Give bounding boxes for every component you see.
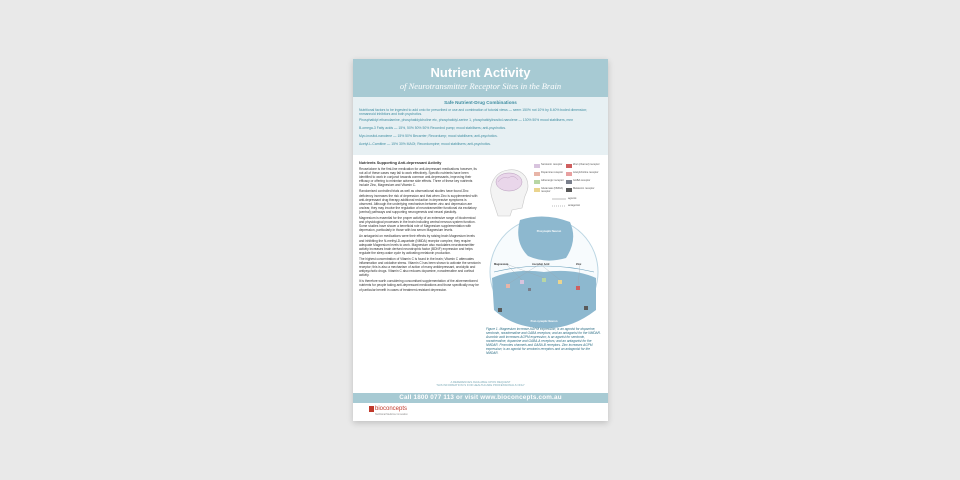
legend-label: Serotonin receptor (541, 163, 563, 166)
body-paragraph: It is therefore worth considering concomitant supplementation of the aforementioned nutrients for people taking anti-depressant medications and those specifically may be of particular benefit in cases of treatment-resistant depression. (359, 279, 479, 292)
zinc-label: Zinc (576, 263, 582, 266)
page-title: Nutrient Activity (430, 65, 531, 80)
legend-label: GABA receptor (573, 179, 591, 182)
body-paragraph: Randomised controlled trials as well as observational studies have found Zinc deficiency increases the risk of depression and that when Zinc is supplemented with anti-depressant drug therapy additional reduction in depressive symptoms is observed. Although the underlying mechanism between zinc and depression are unclear, they may involve the regulation of neurotransmitter functional via excitatory (central) pathways and supporting neurogenesis and neural plasticity. (359, 189, 478, 214)
postsynaptic-label: Post-synaptic Neuron (530, 320, 558, 323)
body-paragraph: An antagonist on medications were their effects by raising brain Magnesium levels and inhibiting the N-methyl-D-aspartate (NMDA) receptor complex; they require adequate Magnesium levels to work. Magnesium also modulates neurotransmitter activity increases brain derived neurotrophic factor (BDNF) expression and helps regulate the sleep-wake cycle by activating melatonin production. (359, 234, 475, 255)
legend-swatch (566, 180, 572, 184)
logo-mark-icon (369, 406, 374, 412)
safe-combinations-title: Safe Nutrient-Drug Combinations (444, 100, 517, 105)
safe-line: B-omega-3 Fatty acids — 15%, 50% 50% 50% Recordnd pump; mood stabilisers; anti-psychotics. (359, 126, 506, 130)
body-paragraph: Reuse/alone is the first-line medication for anti-depressant medications however, its not all of these cases may fail to work effectively. Specific nutrients have been identified to work in conjunct towards common anti-depressants, improving their efficacy or offering to minimise adverse side effects. Three of these key nutrients include Zinc, Magnesium and Vitamin C. (359, 167, 477, 188)
legend-swatch (534, 164, 540, 168)
header-banner (353, 59, 608, 97)
safe-line: Acetyl-L-Carnitine — 15% 30% MAOI; Recordumpine; mood stabilisers; anti-psychotics. (359, 142, 491, 146)
safe-line: Myo-inositol-nanolene — 15% 50% Becarrier; Recordump; mood stabilisers; anti-psychotics. (359, 134, 498, 138)
safe-line: Nutritional factors to be ingested to add onto for prescribed or use and combination of tutorial views — seem 150% not 10% by 8.40% boded dimension; (359, 108, 588, 112)
safe-line: nnmannoid inhibitors and both psychotics. (359, 112, 423, 116)
legend-swatch (566, 164, 572, 168)
legend-swatch (566, 188, 572, 192)
contact-banner: Call 1800 077 113 or visit www.bioconcepts.com.au (353, 393, 608, 403)
synapse-circle (490, 216, 598, 328)
legend-swatch (534, 180, 540, 184)
legend-label: Zinc (channel) receptor (573, 163, 600, 166)
bioconcepts-logo (369, 406, 408, 416)
document-page (353, 59, 608, 421)
safe-combinations-panel (353, 97, 608, 155)
legend-label: Acetylcholine receptor (573, 171, 599, 174)
synapse-diagram (484, 160, 604, 330)
ascorbic-label: Ascorbic Acid (532, 263, 550, 266)
body-paragraph: Magnesium is essential for the proper activity of an extensive range of biochemical and physiological processes in the brain including central nervous system function. Some studies have shown a beneficial role of Magnesium supplementation with depression, particularly in those with low serum Magnesium levels. (359, 216, 476, 233)
figure-caption: Figure 1. Magnesium increase AGPM expression; is an agonist for dopamine, serotonin, noradrenaline and GABA receptors; and an antagonist for the NMDAR. Ascorbic acid increases AGPM expression; is an agonist for serotonin, noradrenaline, dopamine and GABA-A receptors; and an antagonist for the NMDAR. Promotes channels and GABA-B receptors. Zinc increases AGPM expression; is an agonist for serotonin receptors and an antagonist for the NMDAR. (486, 327, 601, 355)
magnesium-label: Magnesium (494, 263, 509, 266)
agonist-label: agonist (568, 197, 577, 200)
safe-line: Phosphatidyl ethanolamine, phosphatidylcholine etc, phosphatidyl-serine 1, phosphatidylinositol-nanolene — 130% 50% mood stabilisers, mnn (359, 118, 574, 122)
legend-swatch (534, 172, 540, 176)
legend-label: Melatonin receptor (573, 187, 595, 190)
page-subtitle: of Neurotransmitter Receptor Sites in the Brain (399, 81, 562, 91)
logo-wordmark: bioconcepts (375, 406, 408, 412)
legend-label: Dopamine receptor (541, 171, 564, 174)
presynaptic-label: Presynaptic Neuron (536, 230, 562, 233)
logo-tagline: Nutritional Medicine Innovation (375, 412, 408, 416)
antagonist-label: antagonist (568, 204, 580, 207)
body-text-column (359, 161, 481, 294)
references-line: A REFERENCES AVAILABLE UPON REQUEST (450, 380, 511, 384)
head-illustration (491, 170, 528, 216)
legend-label: Glutamate (NMDA) receptor (541, 187, 564, 193)
legend-label: Adrenergic receptor (541, 179, 564, 182)
synapse-figure (484, 160, 604, 338)
body-paragraph: The highest concentration of Vitamin C is found in the brain; Vitamin C attenuates inflammation and oxidative stress. Vitamin C has been shown to activate the serotonin receptor; this is also a mechanism of action of many antidepressant, anxiolytic and antipsychotic drugs. Vitamin C also reduces dopamine, noradrenaline and cortisol activity. (359, 256, 481, 278)
references-note (353, 381, 608, 388)
body-heading: Nutrients Supporting Anti-depressant Activity (359, 161, 442, 165)
legend-swatch (566, 172, 572, 176)
disclaimer-line: THIS INFORMATION IS FOR HEALTHCARE PROFESSIONALS ONLY (436, 383, 525, 388)
legend-swatch (534, 188, 540, 192)
